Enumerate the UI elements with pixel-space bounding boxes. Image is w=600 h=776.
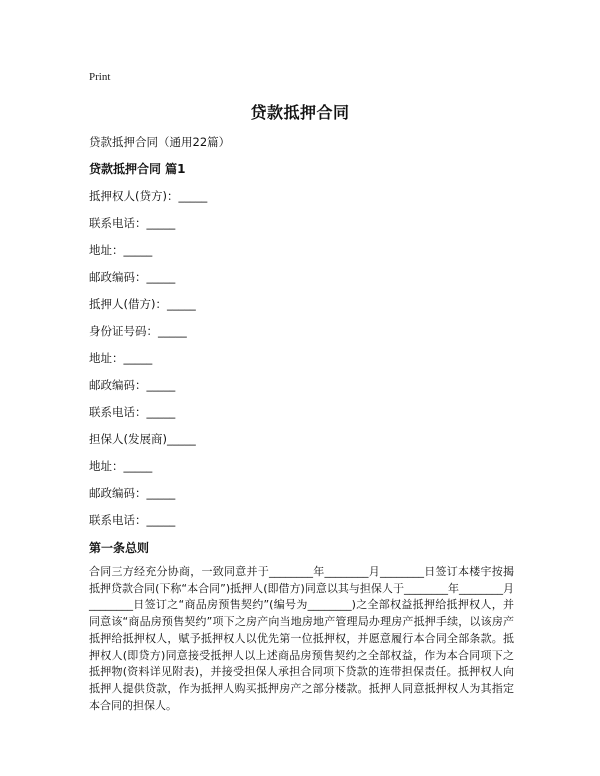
field-mortgagee-phone: 联系电话：_____ — [89, 216, 176, 230]
field-guarantor-phone: 联系电话：_____ — [89, 513, 176, 527]
document-title: 贷款抵押合同 — [250, 103, 350, 122]
field-mortgagee-address: 地址：_____ — [89, 243, 153, 257]
field-guarantor-postcode: 邮政编码：_____ — [89, 486, 176, 500]
article-paragraph: 合同三方经充分协商，一致同意并于________年________月________日签订本楼宇按揭抵押贷款合同(下称“本合同”)抵押人(即借方)同意以其与担保人于________年________月________日签订之“商品房预售契约”(编号为________)之全部权益抵押给抵押权人，并同意该“商品房预售契约”项下之房产向当地房地产管理局办理房产抵押手续，以该房产抵押给抵押权人，赋予抵押权人以优先第一位抵押权，并愿意履行本合同全部条款。抵押权人(即贷方)同意接受抵押人以上述商品房预售契约之全部权益，作为本合同项下之抵押物(资料详见附表)，并接受担保人承担合同项下贷款的连带担保责任。抵押权人向抵押人提供贷款，作为抵押人购买抵押房产之部分楼款。抵押人同意抵押权人为其指定本合同的担保人。 — [89, 565, 514, 712]
section-heading: 贷款抵押合同 篇1 — [89, 162, 186, 176]
field-mortgagor-phone: 联系电话：_____ — [89, 405, 176, 419]
field-mortgagor: 抵押人(借方)：_____ — [89, 297, 196, 311]
field-guarantor-address: 地址：_____ — [89, 459, 153, 473]
field-mortgagor-postcode: 邮政编码：_____ — [89, 378, 176, 392]
field-mortgagor-id: 身份证号码：_____ — [89, 324, 187, 338]
field-mortgagee-postcode: 邮政编码：_____ — [89, 270, 176, 284]
field-guarantor: 担保人(发展商)_____ — [89, 432, 196, 446]
article-heading: 第一条总则 — [89, 541, 150, 555]
field-mortgagee: 抵押权人(贷方)：_____ — [89, 189, 208, 203]
document-subtitle: 贷款抵押合同（通用22篇） — [89, 135, 231, 149]
field-mortgagor-address: 地址：_____ — [89, 351, 153, 365]
print-label: Print — [89, 71, 111, 83]
